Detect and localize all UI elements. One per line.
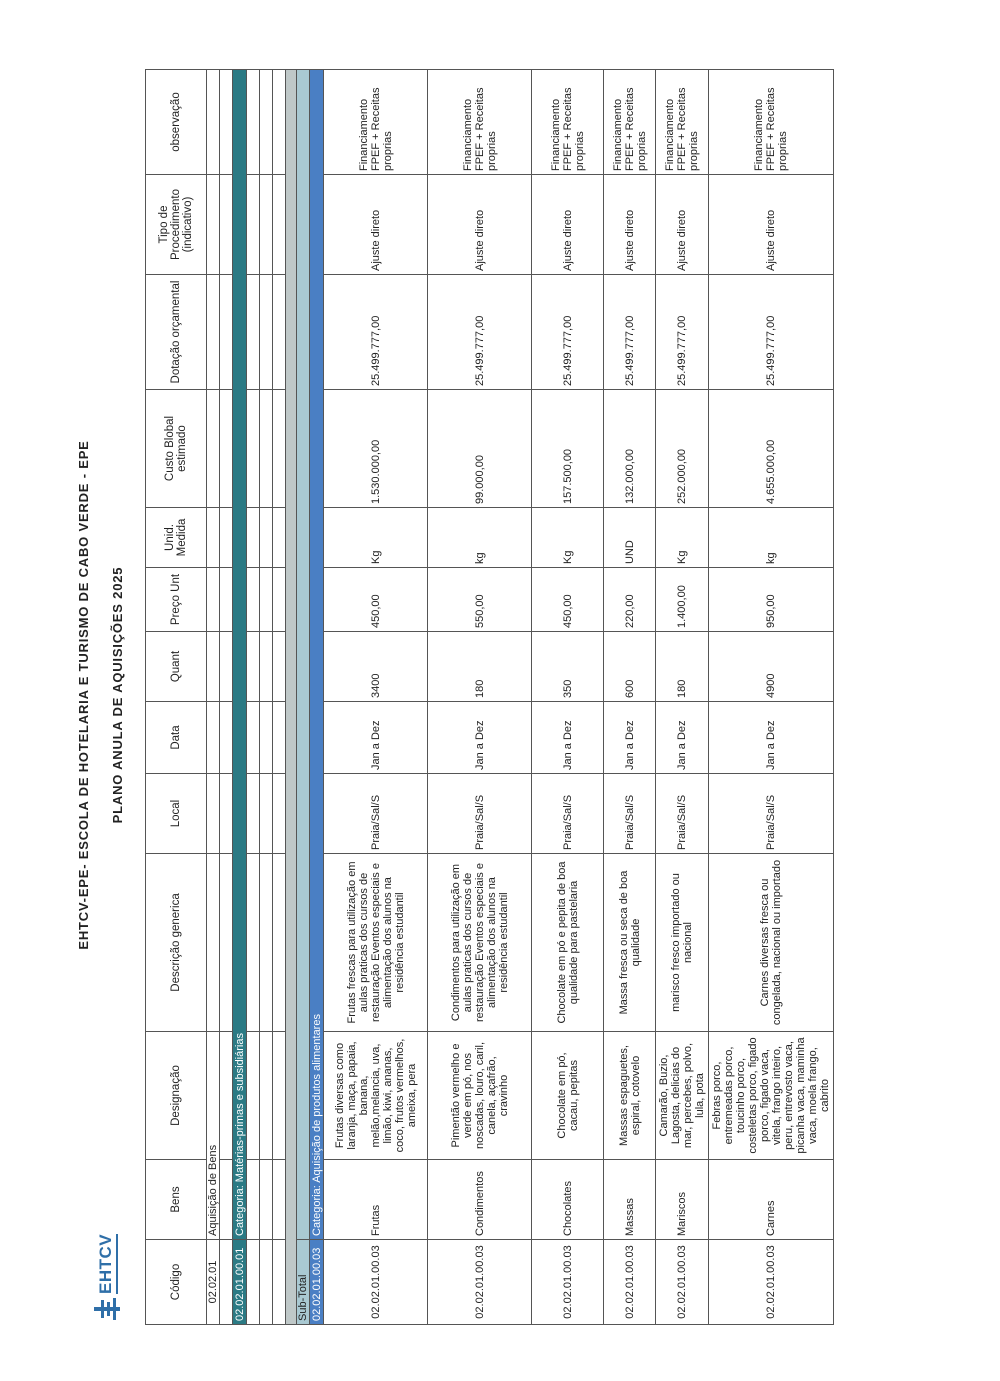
cell-descricao: Massa fresca ou seca de boa qualidade <box>604 854 656 1032</box>
col-header-dotacao: Dotação orçamental <box>146 275 207 390</box>
cell-codigo: 02.02.01.00.03 <box>656 1240 709 1325</box>
cell-unid: Kg <box>656 508 709 568</box>
rotated-landscape-sheet <box>60 40 980 1350</box>
col-header-obs: observação <box>146 70 207 175</box>
cell-obs: Financiamento FPEF + Receitas proprias <box>604 70 656 175</box>
table-row <box>709 70 834 1325</box>
col-header-tipo: Tipo de Procedimento (indicativo) <box>146 175 207 275</box>
cell-unid: kg <box>709 508 834 568</box>
cell-bens: Carnes <box>709 1160 834 1240</box>
cell-quant: 180 <box>428 632 532 702</box>
cell-unid: UND <box>604 508 656 568</box>
col-header-descricao: Descrição generica <box>146 854 207 1032</box>
cell-codigo: 02.02.01.00.03 <box>709 1240 834 1325</box>
cell-obs: Financiamento FPEF + Receitas proprias <box>428 70 532 175</box>
cell-designacao: Febras porco, entremeadas porco, toucinho porco, costeletas porco, figado porco, figado vaca, vitela, frango inteiro, peru, entrevosto vaca, picanha vaca, maminha vaca, moela frango, cabrito <box>709 1032 834 1160</box>
blank-row <box>220 70 233 1325</box>
category-row-raw-materials <box>233 70 247 1325</box>
blank-row <box>273 70 286 1325</box>
cell-dotacao: 25.499.777,00 <box>428 275 532 390</box>
cell-codigo: 02.02.01.00.03 <box>324 1240 428 1325</box>
cell-local: Praia/Sal/S <box>428 774 532 854</box>
cell-tipo: Ajuste direto <box>324 175 428 275</box>
category-code: 02.02.01.00.03 <box>310 1240 324 1325</box>
items-body <box>324 70 834 1325</box>
cell-quant: 350 <box>532 632 604 702</box>
cell-descricao: Frutas frescas para utilização em aulas praticas dos cursos de restauração Eventos especiais e alimentação dos alunos na residência estudantil <box>324 854 428 1032</box>
category-row-food-products <box>310 70 324 1325</box>
blank-row <box>247 70 260 1325</box>
col-header-unid: Unid. Medida <box>146 508 207 568</box>
cell-codigo: 02.02.01.00.03 <box>604 1240 656 1325</box>
cell-local: Praia/Sal/S <box>532 774 604 854</box>
cell-preco: 450,00 <box>324 568 428 632</box>
table-row <box>532 70 604 1325</box>
cell-data: Jan a Dez <box>428 702 532 774</box>
cell-unid: Kg <box>532 508 604 568</box>
cell-custo: 252.000,00 <box>656 390 709 508</box>
cell-dotacao: 25.499.777,00 <box>656 275 709 390</box>
cell-quant: 180 <box>656 632 709 702</box>
cell-bens: Massas <box>604 1160 656 1240</box>
section-label: Aquisição de Bens <box>207 1032 220 1240</box>
document-title: EHTCV-EPE- ESCOLA DE HOTELARIA E TURISMO DE CABO VERDE - EPE <box>76 440 91 950</box>
cell-designacao: Frutas diversas como laranja, maça, papaia, banana, melão,melancia, uva, limão, kiwi, ananas, coco, frutos vermelhos, ameixa, pera <box>324 1032 428 1160</box>
cell-tipo: Ajuste direto <box>709 175 834 275</box>
col-header-codigo: Código <box>146 1240 207 1325</box>
section-row-acquisition <box>207 70 220 1325</box>
cell-custo: 1.530.000,00 <box>324 390 428 508</box>
cell-local: Praia/Sal/S <box>656 774 709 854</box>
cell-bens: Condimentos <box>428 1160 532 1240</box>
cell-designacao: Chocolate em pó, cacau, pepitas <box>532 1032 604 1160</box>
cell-local: Praia/Sal/S <box>604 774 656 854</box>
col-header-bens: Bens <box>146 1160 207 1240</box>
cell-descricao: marisco fresco importado ou nacional <box>656 854 709 1032</box>
cell-designacao: Massas espaguetes, espiral, cotovelo <box>604 1032 656 1160</box>
section-code: 02.02.01 <box>207 1240 220 1325</box>
cell-bens: Chocolates <box>532 1160 604 1240</box>
cell-preco: 550,00 <box>428 568 532 632</box>
cell-data: Jan a Dez <box>709 702 834 774</box>
cell-preco: 450,00 <box>532 568 604 632</box>
cell-descricao: Condimentos para utilização em aulas praticas dos cursos de restauração Eventos especiais e alimentação dos alunos na residência estudantil <box>428 854 532 1032</box>
cell-data: Jan a Dez <box>324 702 428 774</box>
cell-data: Jan a Dez <box>532 702 604 774</box>
table-row <box>428 70 532 1325</box>
cell-dotacao: 25.499.777,00 <box>324 275 428 390</box>
cell-dotacao: 25.499.777,00 <box>709 275 834 390</box>
logo-text: EHTCV <box>96 1234 118 1294</box>
col-header-quant: Quant <box>146 632 207 702</box>
cell-obs: Financiamento FPEF + Receitas proprias <box>656 70 709 175</box>
cell-preco: 220,00 <box>604 568 656 632</box>
table-header-row <box>146 70 207 1325</box>
cell-descricao: Chocolate em pó e pepita de boa qualidade para pastelaria <box>532 854 604 1032</box>
cell-custo: 4.655.000,00 <box>709 390 834 508</box>
cell-data: Jan a Dez <box>604 702 656 774</box>
cell-codigo: 02.02.01.00.03 <box>532 1240 604 1325</box>
col-header-local: Local <box>146 774 207 854</box>
cell-quant: 4900 <box>709 632 834 702</box>
cell-quant: 600 <box>604 632 656 702</box>
cell-local: Praia/Sal/S <box>324 774 428 854</box>
cell-bens: Mariscos <box>656 1160 709 1240</box>
cell-unid: Kg <box>324 508 428 568</box>
cell-tipo: Ajuste direto <box>656 175 709 275</box>
table-row <box>324 70 428 1325</box>
cell-codigo: 02.02.01.00.03 <box>428 1240 532 1325</box>
cell-preco: 1.400,00 <box>656 568 709 632</box>
cell-custo: 132.000,00 <box>604 390 656 508</box>
table-row <box>604 70 656 1325</box>
blank-row <box>260 70 273 1325</box>
table-row <box>656 70 709 1325</box>
subtotal-label: Sub-Total <box>297 1240 310 1325</box>
col-header-data: Data <box>146 702 207 774</box>
col-header-designacao: Designação <box>146 1032 207 1160</box>
cell-obs: Financiamento FPEF + Receitas proprias <box>532 70 604 175</box>
col-header-preco: Preço Unt <box>146 568 207 632</box>
cell-obs: Financiamento FPEF + Receitas proprias <box>324 70 428 175</box>
category-label: Categoria: Matérias-primas e subsidiárias <box>233 70 247 1240</box>
category-code: 02.02.01.00.01 <box>233 1240 247 1325</box>
cell-designacao: Pimentão vermelho e verde em pó, nos noscadas, louro, caril, canela, açafrão, cravinho <box>428 1032 532 1160</box>
cell-unid: kg <box>428 508 532 568</box>
col-header-custo: Custo Blobal estimado <box>146 390 207 508</box>
category-label: Categoria: Aquisição de produtos alimentares <box>310 70 324 1240</box>
document-header <box>60 40 145 1350</box>
cell-obs: Financiamento FPEF + Receitas proprias <box>709 70 834 175</box>
cell-tipo: Ajuste direto <box>604 175 656 275</box>
cell-local: Praia/Sal/S <box>709 774 834 854</box>
cell-descricao: Carnes diversas fresca ou congelada, nacional ou importado <box>709 854 834 1032</box>
document-subtitle: PLANO ANULA DE AQUISIÇÕES 2025 <box>110 566 125 824</box>
cell-dotacao: 25.499.777,00 <box>532 275 604 390</box>
cell-tipo: Ajuste direto <box>428 175 532 275</box>
gray-separator-row <box>286 70 297 1325</box>
cell-data: Jan a Dez <box>656 702 709 774</box>
cell-quant: 3400 <box>324 632 428 702</box>
acquisitions-table <box>145 69 834 1325</box>
cell-tipo: Ajuste direto <box>532 175 604 275</box>
cell-bens: Frutas <box>324 1160 428 1240</box>
cell-preco: 950,00 <box>709 568 834 632</box>
cell-designacao: Camarão, Buzio, Lagosta, delicias do mar, percebes, polvo, lula, pota <box>656 1032 709 1160</box>
cell-dotacao: 25.499.777,00 <box>604 275 656 390</box>
cell-custo: 99.000,00 <box>428 390 532 508</box>
cell-custo: 157.500,00 <box>532 390 604 508</box>
subtotal-row <box>297 70 310 1325</box>
